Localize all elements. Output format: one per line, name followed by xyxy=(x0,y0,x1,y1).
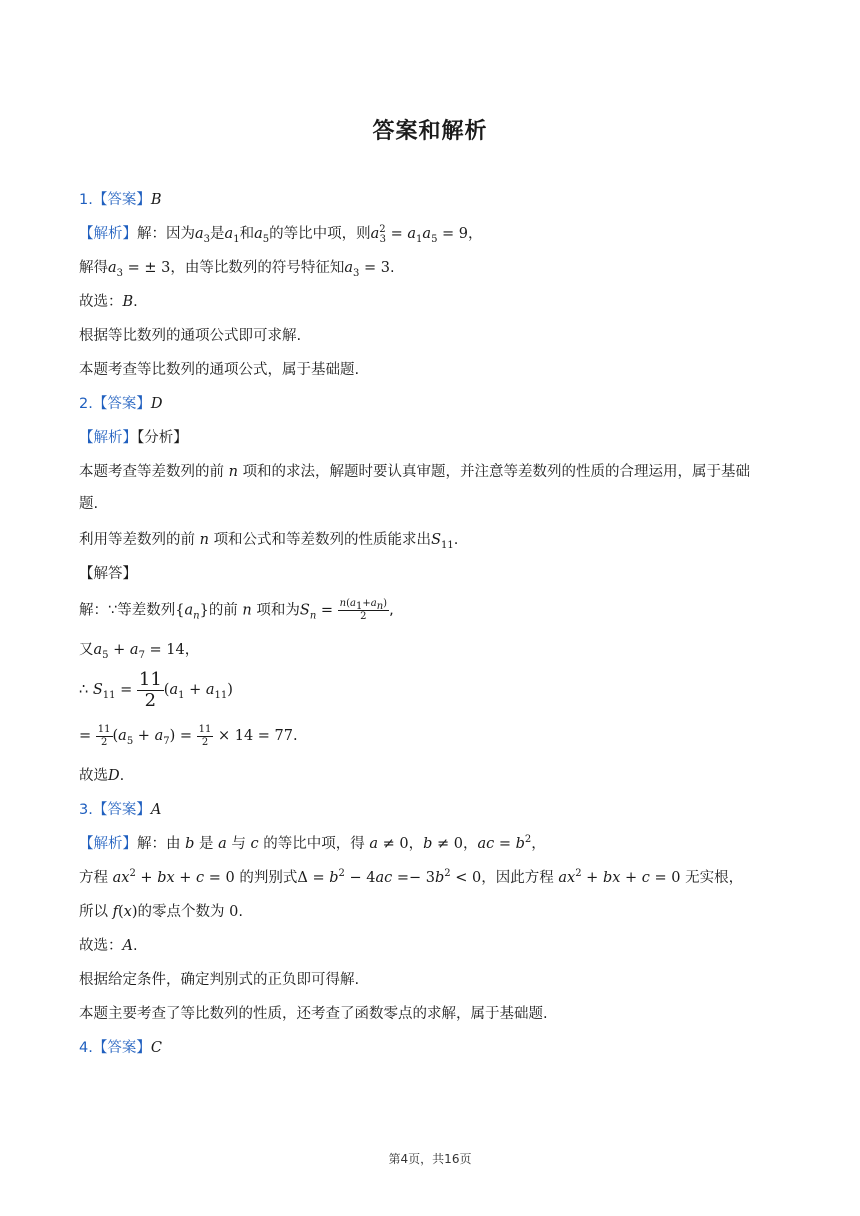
q3-method-line: 根据给定条件，确定判别式的正负即可得解. xyxy=(79,972,360,988)
q2-number: 2. xyxy=(79,396,93,412)
q2-solution-line-3: ∴ $S_{11}$ = $\frac{11}{2}$ $(a_1 + a_{11})$ xyxy=(79,668,233,711)
q2-choice-line xyxy=(79,766,124,786)
text: ， xyxy=(184,642,200,658)
text: 的等比中项，则 xyxy=(269,226,371,242)
text: . xyxy=(119,768,125,784)
q4-answer-line xyxy=(79,1038,162,1058)
text: B xyxy=(122,294,134,310)
q2-solution-line-4: = $\frac{11}{2}$ $(a_5 + a_7)$ = $\frac{11}{2}$ × 14 = 77. xyxy=(79,723,298,748)
text: 与 xyxy=(231,836,246,852)
q4-answer-tag: 【答案】 xyxy=(92,1040,151,1056)
q1-analysis-line-2: 解得$a_3$ = ± 3，由等比数列的符号特征知$a_3 = 3$. xyxy=(79,260,395,279)
q3-analysis-tag: 【解析】 xyxy=(79,836,137,852)
text: 项和的求法，解题时要认真审题，并注意等差数列的性质的合理运用，属于基础 xyxy=(242,464,751,480)
q3-summary-line: 本题主要考查了等比数列的性质，还考查了函数零点的求解，属于基础题. xyxy=(79,1006,548,1022)
page-title: 答案和解析 xyxy=(372,119,488,144)
text: 解：由 xyxy=(137,836,181,852)
text: ， xyxy=(531,836,546,852)
text: 项和公式和等差数列的性质能求出 xyxy=(213,532,432,548)
text: 本题考查等差数列的前 xyxy=(79,464,224,480)
text: A xyxy=(122,938,133,954)
q3-number: 3. xyxy=(79,802,93,818)
page-footer: 第4页，共16页 xyxy=(388,1152,472,1166)
text: 解：∵等差数列 xyxy=(79,602,176,619)
text: ， xyxy=(468,226,483,242)
text: 解得 xyxy=(79,260,108,276)
q2-answer-tag: 【答案】 xyxy=(92,396,151,412)
q3-answer-line xyxy=(79,800,161,820)
text: . xyxy=(132,938,138,954)
text: 方程 xyxy=(79,870,108,886)
q1-choice-line xyxy=(79,292,138,312)
text: ，因此方程 xyxy=(481,870,554,886)
q1-number: 1. xyxy=(79,192,93,208)
q1-analysis-line-1: 【解析】解：因为$a_3$是$a_1$和$a_5$的等比中项，则$a^2_3 = a_1a_5 = 9$， xyxy=(79,224,483,245)
q1-method-line: 根据等比数列的通项公式即可求解. xyxy=(79,328,302,344)
q3-analysis-line-1: 【解析】解：由 b 是 a 与 c 的等比中项，得 a ≠ 0，b ≠ 0，ac = $b^2$， xyxy=(79,834,546,852)
text: , xyxy=(389,602,394,619)
q1-answer-tag: 【答案】 xyxy=(92,192,151,208)
text: 所以 xyxy=(79,904,108,920)
q2-analysis-line-3: 利用等差数列的前 n 项和公式和等差数列的性质能求出$S_{11}$. xyxy=(79,532,459,551)
q2-fenxi-tag: 【分析】 xyxy=(137,430,188,446)
q3-analysis-line-3: 所以 f(x)的零点个数为 0. xyxy=(79,904,243,920)
text: ， xyxy=(408,836,424,852)
text: . xyxy=(453,532,459,548)
text: 解：因为 xyxy=(137,226,195,242)
text: D xyxy=(108,768,120,784)
text: 利用等差数列的前 xyxy=(79,532,195,548)
q2-analysis-header xyxy=(79,428,188,448)
text: 的等比中项，得 xyxy=(263,836,365,852)
text: 的判别式 xyxy=(239,870,298,886)
q2-answer-value: D xyxy=(150,396,163,412)
q4-number: 4. xyxy=(79,1040,93,1056)
text: 和 xyxy=(239,226,255,242)
text: 又 xyxy=(79,642,94,658)
q3-choice-line xyxy=(79,936,138,956)
q1-answer-value: B xyxy=(150,192,162,208)
q2-analysis-line-2: 题. xyxy=(79,496,99,512)
text: . xyxy=(238,904,243,920)
text: . xyxy=(133,294,138,310)
q4-answer-value: C xyxy=(150,1040,162,1056)
text: 项和为 xyxy=(256,602,300,619)
q3-answer-tag: 【答案】 xyxy=(92,802,151,818)
text: . xyxy=(390,260,395,276)
text: 故选 xyxy=(79,768,108,784)
text: ， xyxy=(462,836,478,852)
q2-jieda-tag: 【解答】 xyxy=(79,566,137,582)
q3-analysis-line-2: 方程 $ax^2$ + bx + c = 0 的判别式$\Delta = b^2 - 4ac =- 3b^2 < 0$，因此方程 $ax^2$ + bx + c = 0 无实根， xyxy=(79,868,744,886)
text: 无实根， xyxy=(685,870,744,886)
q2-analysis-tag: 【解析】 xyxy=(79,430,137,446)
text: ，由等比数列的符号特征知 xyxy=(170,260,345,276)
q2-solution-line-1: 解：∵等差数列$\{a_n\}$的前 n 项和为$S_n$ = $\frac{n(a_1+a_n)}{2}$ , xyxy=(79,598,394,622)
q2-analysis-line-1: 本题考查等差数列的前 n 项和的求法，解题时要认真审题，并注意等差数列的性质的合理运用，属于基础 xyxy=(79,464,751,480)
text: 故选： xyxy=(79,938,123,954)
text: 的前 xyxy=(208,602,238,619)
q2-solution-line-2: 又$a_5 + a_7 = 14$， xyxy=(79,642,200,661)
q1-summary-line: 本题考查等比数列的通项公式，属于基础题. xyxy=(79,362,360,378)
text: 是 xyxy=(199,836,214,852)
text: 的零点个数为 xyxy=(137,904,225,920)
q1-analysis-tag: 【解析】 xyxy=(79,226,137,242)
q2-answer-line xyxy=(79,394,162,414)
q1-answer-line xyxy=(79,190,162,210)
q3-answer-value: A xyxy=(150,802,162,818)
text: 故选： xyxy=(79,294,123,310)
text: 是 xyxy=(210,226,225,242)
